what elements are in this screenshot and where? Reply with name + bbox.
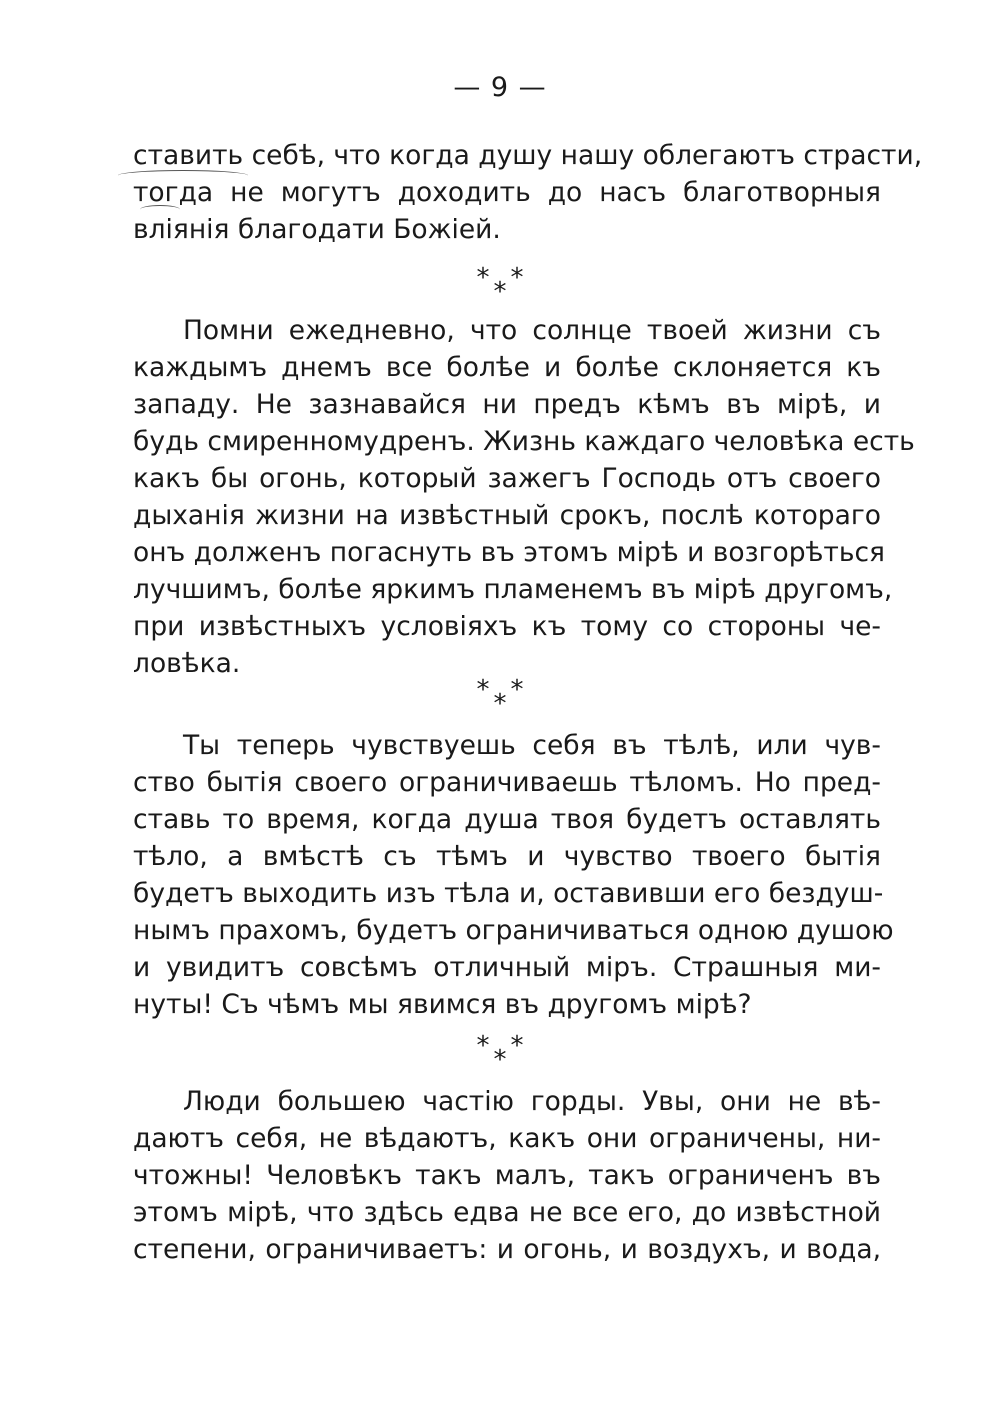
separator-star: * xyxy=(493,689,507,719)
pencil-mark xyxy=(118,170,248,181)
text-line: ставь то время, когда душа твоя будетъ оставлять xyxy=(133,804,881,835)
separator-star: * xyxy=(493,277,507,307)
separator-star: * xyxy=(476,1031,490,1061)
page-number: — 9 — xyxy=(453,72,547,103)
text-line: тогда не могутъ доходить до насъ благотворныя xyxy=(133,177,881,208)
text-line: степени, ограничиваетъ: и огонь, и воздухъ, и вода, xyxy=(133,1234,881,1265)
text-line: даютъ себя, не вѣдаютъ, какъ они ограничены, ни- xyxy=(133,1123,881,1154)
paragraph-3 xyxy=(133,727,894,1023)
text-line: западу. Не зазнавайся ни предъ кѣмъ въ мірѣ, и xyxy=(133,389,881,420)
text-line: чтожны! Человѣкъ такъ малъ, такъ ограниченъ въ xyxy=(133,1160,881,1191)
text-line: будетъ выходить изъ тѣла и, оставивши его бездуш- xyxy=(133,878,884,909)
section-separator xyxy=(0,1031,1000,1075)
text-line: Люди большею частію горды. Увы, они не вѣ- xyxy=(183,1086,881,1117)
paragraph-4 xyxy=(133,1083,881,1268)
separator-star: * xyxy=(493,1045,507,1075)
text-line: каждымъ днемъ все болѣе и болѣе склоняется къ xyxy=(133,352,881,383)
text-line: ство бытія своего ограничиваешь тѣломъ. Но пред- xyxy=(133,767,881,798)
text-line: Ты теперь чувствуешь себя въ тѣлѣ, или чув- xyxy=(183,730,881,761)
text-line: при извѣстныхъ условіяхъ къ тому со стороны че- xyxy=(133,611,881,642)
text-line: ловѣка. xyxy=(133,648,241,679)
text-line: нымъ прахомъ, будетъ ограничиваться одною душою xyxy=(133,915,894,946)
text-line: онъ долженъ погаснуть въ этомъ мірѣ и возгорѣться xyxy=(133,537,885,568)
section-separator xyxy=(0,675,1000,719)
separator-star: * xyxy=(476,263,490,293)
text-line: тѣло, а вмѣстѣ съ тѣмъ и чувство твоего бытія xyxy=(133,841,881,872)
text-line: какъ бы огонь, который зажегъ Господь отъ своего xyxy=(133,463,881,494)
paragraph-1 xyxy=(133,137,923,248)
text-line: Помни ежедневно, что солнце твоей жизни съ xyxy=(183,315,881,346)
text-line: лучшимъ, болѣе яркимъ пламенемъ въ мірѣ другомъ, xyxy=(133,574,893,605)
text-line: вліянія благодати Божіей. xyxy=(133,214,501,245)
text-line: нуты! Съ чѣмъ мы явимся въ другомъ мірѣ? xyxy=(133,989,752,1020)
separator-star: * xyxy=(476,675,490,705)
text-line: этомъ мірѣ, что здѣсь едва не все его, до извѣстной xyxy=(133,1197,881,1228)
separator-star: * xyxy=(510,1031,524,1061)
text-line: и увидитъ совсѣмъ отличный міръ. Страшныя ми- xyxy=(133,952,881,983)
pencil-mark xyxy=(140,205,180,214)
text-line: будь смиренномудренъ. Жизнь каждаго человѣка есть xyxy=(133,426,915,457)
text-line: ставить себѣ, что когда душу нашу облегаютъ страсти, xyxy=(133,140,923,171)
separator-star: * xyxy=(510,675,524,705)
separator-star: * xyxy=(510,263,524,293)
section-separator xyxy=(0,263,1000,307)
text-line: дыханія жизни на извѣстный срокъ, послѣ котораго xyxy=(133,500,881,531)
paragraph-2 xyxy=(133,312,915,682)
